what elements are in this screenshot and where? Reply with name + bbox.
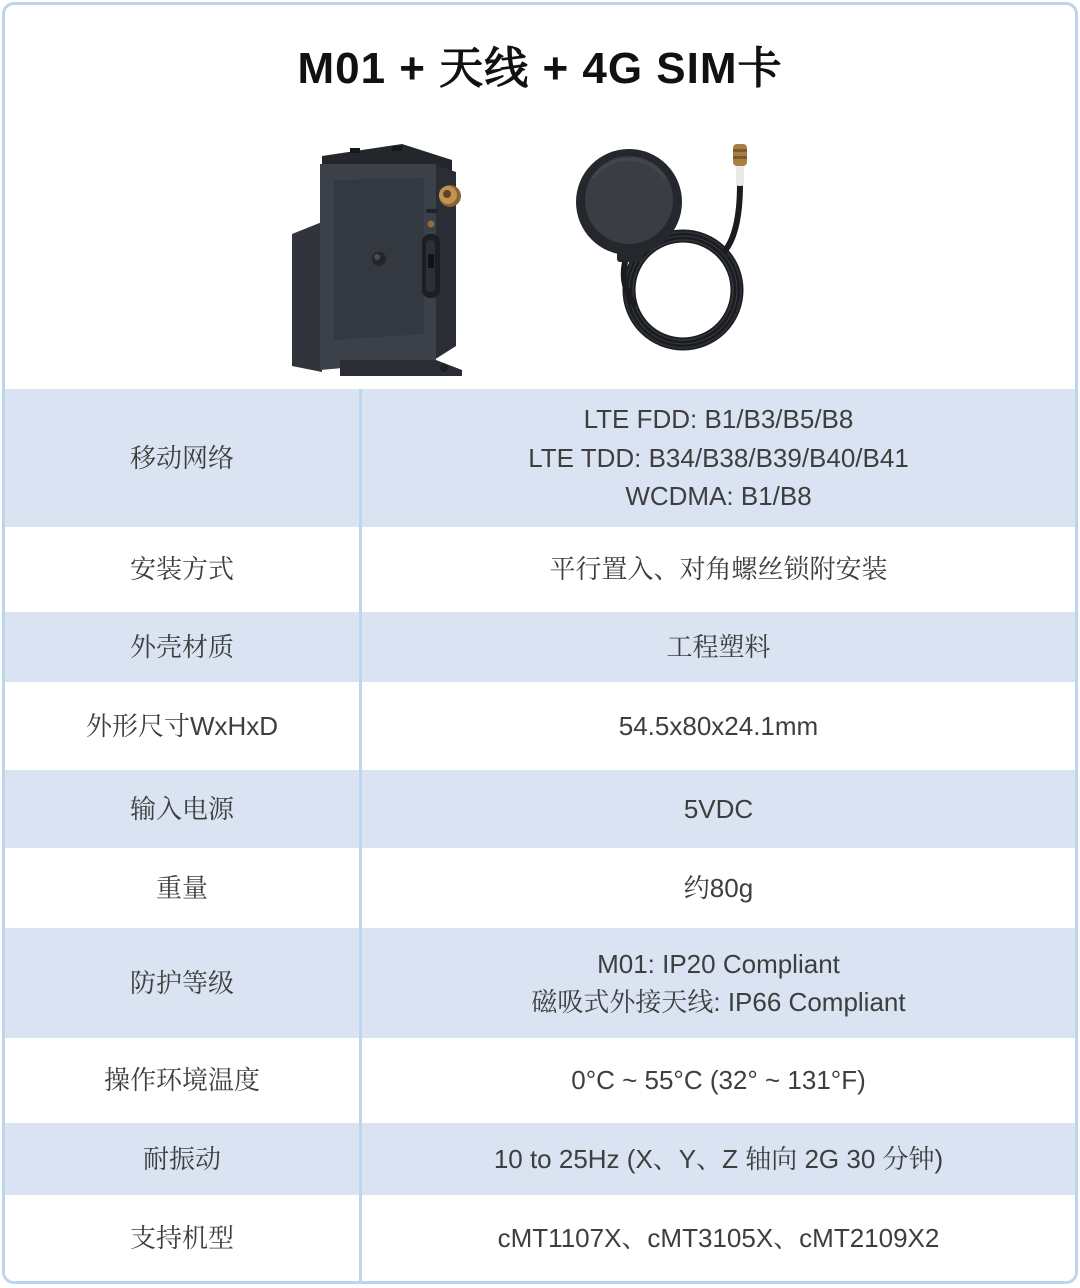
spec-value: 10 to 25Hz (X、Y、Z 轴向 2G 30 分钟) bbox=[493, 1143, 944, 1174]
spec-sheet-page bbox=[2, 2, 1078, 1284]
m01-module-photo bbox=[284, 134, 470, 378]
spec-value: cMT1107X、cMT3105X、cMT2109X2 bbox=[497, 1222, 940, 1253]
spec-row-housing-material bbox=[5, 612, 1075, 682]
spec-label: 外形尺寸WxHxD bbox=[5, 682, 362, 770]
spec-row-operating-temperature bbox=[5, 1038, 1075, 1123]
spec-value: M01: IP20 Compliant 磁吸式外接天线: IP66 Compliant bbox=[531, 948, 906, 1017]
spec-label: 防护等级 bbox=[5, 928, 362, 1038]
spec-row-dimensions bbox=[5, 682, 1075, 770]
magnetic-antenna-photo bbox=[565, 138, 797, 374]
spec-row-vibration bbox=[5, 1123, 1075, 1195]
spec-row-installation bbox=[5, 527, 1075, 612]
header bbox=[5, 5, 1075, 123]
spec-value: 5VDC bbox=[683, 793, 754, 824]
spec-value: 0°C ~ 55°C (32° ~ 131°F) bbox=[571, 1065, 866, 1096]
page-title: M01 + 天线 + 4G SIM卡 bbox=[297, 44, 783, 93]
spec-label: 支持机型 bbox=[5, 1195, 362, 1281]
spec-label: 操作环境温度 bbox=[5, 1038, 362, 1123]
spec-label: 外壳材质 bbox=[5, 612, 362, 682]
spec-label: 输入电源 bbox=[5, 770, 362, 848]
spec-label: 移动网络 bbox=[5, 389, 362, 527]
spec-table bbox=[5, 389, 1075, 1281]
spec-label: 重量 bbox=[5, 848, 362, 928]
spec-value: LTE FDD: B1/B3/B5/B8 LTE TDD: B34/B38/B39/B40/B41 WCDMA: B1/B8 bbox=[528, 404, 909, 512]
spec-row-input-power bbox=[5, 770, 1075, 848]
spec-label: 安装方式 bbox=[5, 527, 362, 612]
spec-value: 约80g bbox=[683, 872, 754, 903]
spec-label: 耐振动 bbox=[5, 1123, 362, 1195]
spec-row-supported-models bbox=[5, 1195, 1075, 1281]
spec-row-mobile-network bbox=[5, 389, 1075, 527]
spec-value: 平行置入、对角螺丝锁附安装 bbox=[549, 554, 888, 585]
product-images bbox=[5, 123, 1075, 389]
spec-value: 工程塑料 bbox=[666, 631, 771, 662]
spec-row-protection-rating bbox=[5, 928, 1075, 1038]
spec-value: 54.5x80x24.1mm bbox=[618, 710, 819, 741]
spec-row-weight bbox=[5, 848, 1075, 928]
